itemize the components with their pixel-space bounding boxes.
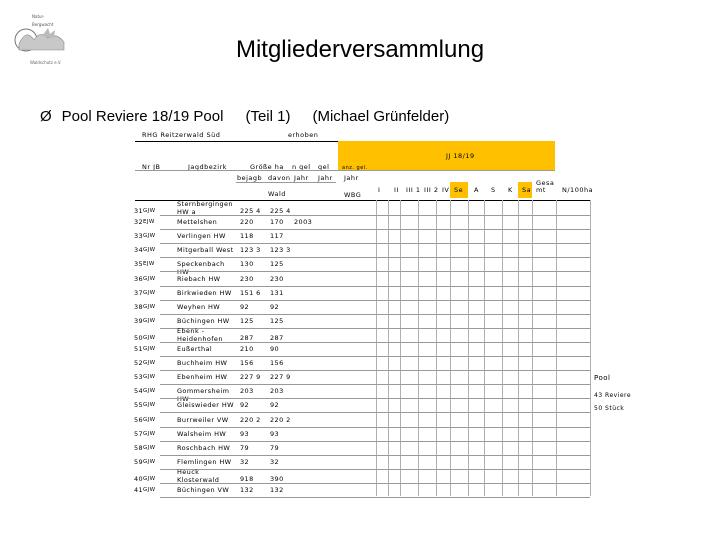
row-type: GJW bbox=[143, 346, 156, 352]
page-title: Mitgliederversammlung bbox=[235, 36, 485, 63]
row-size: 220 bbox=[240, 218, 254, 227]
class-header-10: Gesa mt bbox=[536, 179, 555, 194]
row-size: 287 bbox=[240, 333, 254, 342]
grid-column-line bbox=[400, 200, 401, 496]
row-size: 93 bbox=[240, 429, 250, 438]
row-size: 225 4 bbox=[240, 207, 261, 215]
grid-column-line bbox=[502, 200, 503, 496]
row-type: GJW bbox=[143, 458, 156, 465]
row-number: 51 bbox=[134, 345, 144, 353]
row-type: GJW bbox=[143, 303, 156, 310]
row-number: 33 bbox=[134, 232, 144, 241]
row-wald: 227 9 bbox=[270, 373, 291, 382]
row-wald: 170 bbox=[270, 218, 284, 227]
row-name: Ebenk - Heidenhofen bbox=[177, 326, 223, 343]
row-size: 123 3 bbox=[240, 246, 261, 255]
class-header-7: S bbox=[491, 186, 496, 194]
grid-column-line bbox=[532, 200, 533, 496]
row-type: GJW bbox=[143, 317, 156, 324]
logo-text-line1: Natur- bbox=[32, 14, 45, 19]
row-type: GJW bbox=[143, 402, 156, 409]
row-size: 918 bbox=[240, 474, 254, 483]
row-number: 53 bbox=[134, 373, 144, 382]
row-wald: 125 bbox=[270, 260, 284, 269]
row-number: 59 bbox=[134, 457, 144, 466]
row-name: Speckenbach HW bbox=[177, 260, 225, 277]
row-name: Büchingen HW bbox=[177, 316, 230, 325]
row-type: GJW bbox=[143, 233, 156, 240]
row-number: 41 bbox=[134, 486, 144, 494]
header-divider-sub bbox=[236, 182, 336, 183]
row-wald: 230 bbox=[270, 274, 284, 283]
row-name: Buchheim HW bbox=[177, 359, 228, 368]
side-note-reviere: 43 Reviere bbox=[594, 392, 632, 399]
row-name: Riebach HW bbox=[177, 274, 221, 283]
row-wald: 287 bbox=[270, 333, 284, 342]
row-type: GJW bbox=[143, 247, 156, 254]
row-size: 230 bbox=[240, 274, 254, 283]
grid-column-line bbox=[376, 200, 377, 496]
row-wald: 93 bbox=[270, 429, 280, 438]
row-number: 34 bbox=[134, 246, 144, 255]
side-note-pool: Pool bbox=[594, 374, 611, 382]
row-name: Eußerthal bbox=[177, 345, 213, 353]
row-name: Heuck Klosterwald bbox=[177, 467, 220, 484]
subtitle-person: (Michael Grünfelder) bbox=[312, 108, 450, 125]
grid-column-line bbox=[484, 200, 485, 496]
row-type: GJW bbox=[143, 360, 156, 367]
row-type: EJW bbox=[143, 219, 155, 226]
class-header-11: N/100ha bbox=[562, 186, 594, 194]
col-header-bejagb: bejagb bbox=[237, 174, 263, 182]
col-header-anz-jahr: Jahr bbox=[344, 174, 359, 182]
row-wald: 203 bbox=[270, 387, 284, 396]
row-number: 36 bbox=[134, 274, 144, 283]
row-size: 118 bbox=[240, 232, 254, 241]
grid-column-line bbox=[436, 200, 437, 496]
row-number: 40 bbox=[134, 474, 144, 483]
col-header-ngel-jahr: Jahr bbox=[294, 174, 309, 182]
row-divider bbox=[160, 356, 590, 357]
row-number: 57 bbox=[134, 429, 144, 438]
logo-text-line3: Waldschutz e.V. bbox=[30, 60, 62, 65]
row-wald: 131 bbox=[270, 288, 284, 297]
col-header-groesse: Größe ha bbox=[250, 163, 284, 171]
row-wald: 225 4 bbox=[270, 207, 291, 215]
row-divider bbox=[160, 398, 590, 399]
class-header-4: IV bbox=[442, 186, 450, 194]
grid-column-line bbox=[518, 200, 519, 496]
col-header-gel-jahr: Jahr bbox=[318, 174, 333, 182]
row-type: GJW bbox=[143, 289, 156, 296]
row-divider bbox=[160, 384, 590, 385]
row-wald: 32 bbox=[270, 457, 280, 466]
row-divider bbox=[160, 215, 590, 216]
row-number: 54 bbox=[134, 387, 144, 396]
header-divider bbox=[135, 170, 555, 171]
row-wald: 220 2 bbox=[270, 415, 291, 424]
row-wald: 156 bbox=[270, 359, 284, 368]
row-name: Gommersheim HW bbox=[177, 387, 230, 404]
grid-column-line bbox=[450, 200, 451, 496]
row-type: GJW bbox=[143, 208, 156, 214]
grid-column-line bbox=[590, 200, 591, 496]
row-name: Verlingen HW bbox=[177, 232, 226, 241]
row-size: 92 bbox=[240, 401, 250, 410]
subtitle-pool: Pool Reviere 18/19 Pool bbox=[61, 108, 224, 125]
row-type: GJW bbox=[143, 430, 156, 437]
row-size: 125 bbox=[240, 316, 254, 325]
col-header-jagdbezirk: Jagdbezirk bbox=[188, 163, 227, 171]
row-wald: 79 bbox=[270, 443, 280, 452]
row-size: 32 bbox=[240, 457, 250, 466]
row-size: 156 bbox=[240, 359, 254, 368]
grid-column-line bbox=[418, 200, 419, 496]
row-wald: 90 bbox=[270, 345, 280, 353]
row-divider bbox=[160, 243, 590, 244]
col-header-wald: Wald bbox=[268, 190, 286, 198]
row-name: Büchingen VW bbox=[177, 486, 230, 494]
col-header-wbg: WBG bbox=[344, 191, 362, 199]
row-divider bbox=[160, 286, 590, 287]
row-divider bbox=[160, 441, 590, 442]
row-number: 58 bbox=[134, 443, 144, 452]
row-type: GJW bbox=[143, 388, 156, 395]
row-divider bbox=[160, 497, 590, 498]
row-number: 35 bbox=[134, 260, 144, 269]
row-wald: 390 bbox=[270, 474, 284, 483]
row-number: 50 bbox=[134, 333, 144, 342]
row-type: GJW bbox=[143, 444, 156, 451]
row-name: Birkwieden HW bbox=[177, 288, 232, 297]
row-size: 151 6 bbox=[240, 288, 261, 297]
col-header-davon: davon bbox=[268, 174, 291, 182]
row-type: GJW bbox=[143, 275, 156, 282]
row-divider bbox=[160, 257, 590, 258]
row-size: 203 bbox=[240, 387, 254, 396]
row-wald: 132 bbox=[270, 486, 284, 494]
row-wald: 92 bbox=[270, 302, 280, 311]
col-header-nr: Nr JB bbox=[142, 163, 161, 171]
row-name: Flemlingen HW bbox=[177, 457, 232, 466]
row-number: 32 bbox=[134, 218, 144, 227]
grid-column-line bbox=[468, 200, 469, 496]
row-name: Sternbergingen HW a bbox=[177, 200, 233, 216]
row-size: 227 9 bbox=[240, 373, 261, 382]
class-header-8: K bbox=[508, 186, 513, 194]
row-wald: 117 bbox=[270, 232, 284, 241]
row-name: Weyhen HW bbox=[177, 302, 221, 311]
row-number: 39 bbox=[134, 316, 144, 325]
row-size: 92 bbox=[240, 302, 250, 311]
subtitle-teil: (Teil 1) bbox=[245, 108, 291, 125]
bullet-arrow-icon: Ø bbox=[40, 108, 52, 125]
row-type: GJW bbox=[143, 374, 156, 381]
row-divider bbox=[160, 342, 590, 343]
row-size: 210 bbox=[240, 345, 254, 353]
row-number: 38 bbox=[134, 302, 144, 311]
row-name: Mettelshen bbox=[177, 218, 218, 227]
class-header-5: Se bbox=[454, 186, 464, 194]
row-number: 37 bbox=[134, 288, 144, 297]
class-header-0: I bbox=[378, 186, 381, 194]
logo-text-line2: Bergwacht bbox=[32, 22, 54, 27]
row-type: GJW bbox=[143, 487, 156, 493]
class-header-6: A bbox=[474, 186, 479, 194]
row-name: Gleiswieder HW bbox=[177, 401, 234, 410]
row-divider bbox=[160, 314, 590, 315]
row-name: Ebenheim HW bbox=[177, 373, 228, 382]
row-divider bbox=[160, 455, 590, 456]
row-number: 55 bbox=[134, 401, 144, 410]
class-header-3: III 2 bbox=[424, 186, 439, 194]
row-wald: 123 3 bbox=[270, 246, 291, 255]
row-divider bbox=[160, 229, 590, 230]
row-divider bbox=[160, 271, 590, 272]
row-name: Mitgerball West bbox=[177, 246, 234, 255]
row-type: EJW bbox=[143, 261, 155, 268]
row-name: Burrweiler VW bbox=[177, 415, 229, 424]
row-number: 52 bbox=[134, 359, 144, 368]
row-extra: 2003 bbox=[294, 218, 313, 227]
col-header-ngel: n gel bbox=[292, 163, 311, 171]
region-label: RHG Reitzerwald Süd bbox=[142, 131, 221, 139]
row-name: Roschbach HW bbox=[177, 443, 231, 452]
class-header-9: Sa bbox=[522, 186, 532, 194]
row-size: 79 bbox=[240, 443, 250, 452]
row-size: 220 2 bbox=[240, 415, 261, 424]
row-number: 31 bbox=[134, 207, 144, 215]
subtitle bbox=[40, 108, 449, 125]
status-label: erhoben bbox=[288, 131, 319, 139]
row-number: 56 bbox=[134, 415, 144, 424]
row-type: GJW bbox=[143, 334, 156, 341]
row-divider bbox=[160, 412, 590, 413]
grid-column-line bbox=[556, 200, 557, 496]
row-size: 130 bbox=[240, 260, 254, 269]
row-divider bbox=[160, 300, 590, 301]
class-header-1: II bbox=[394, 186, 399, 194]
class-header-2: III 1 bbox=[406, 186, 421, 194]
row-type: GJW bbox=[143, 475, 156, 482]
row-wald: 125 bbox=[270, 316, 284, 325]
row-divider bbox=[160, 370, 590, 371]
grid-column-line bbox=[388, 200, 389, 496]
row-name: Walsheim HW bbox=[177, 429, 227, 438]
row-size: 132 bbox=[240, 486, 254, 494]
row-divider bbox=[160, 483, 590, 484]
side-note-stueck: 50 Stück bbox=[594, 405, 625, 412]
row-type: GJW bbox=[143, 416, 156, 423]
year-header: JJ 18/19 bbox=[446, 152, 475, 160]
col-header-anz: anz. gel. bbox=[342, 165, 368, 171]
col-header-gel: gel bbox=[318, 163, 330, 171]
row-divider bbox=[160, 427, 590, 428]
row-wald: 92 bbox=[270, 401, 280, 410]
